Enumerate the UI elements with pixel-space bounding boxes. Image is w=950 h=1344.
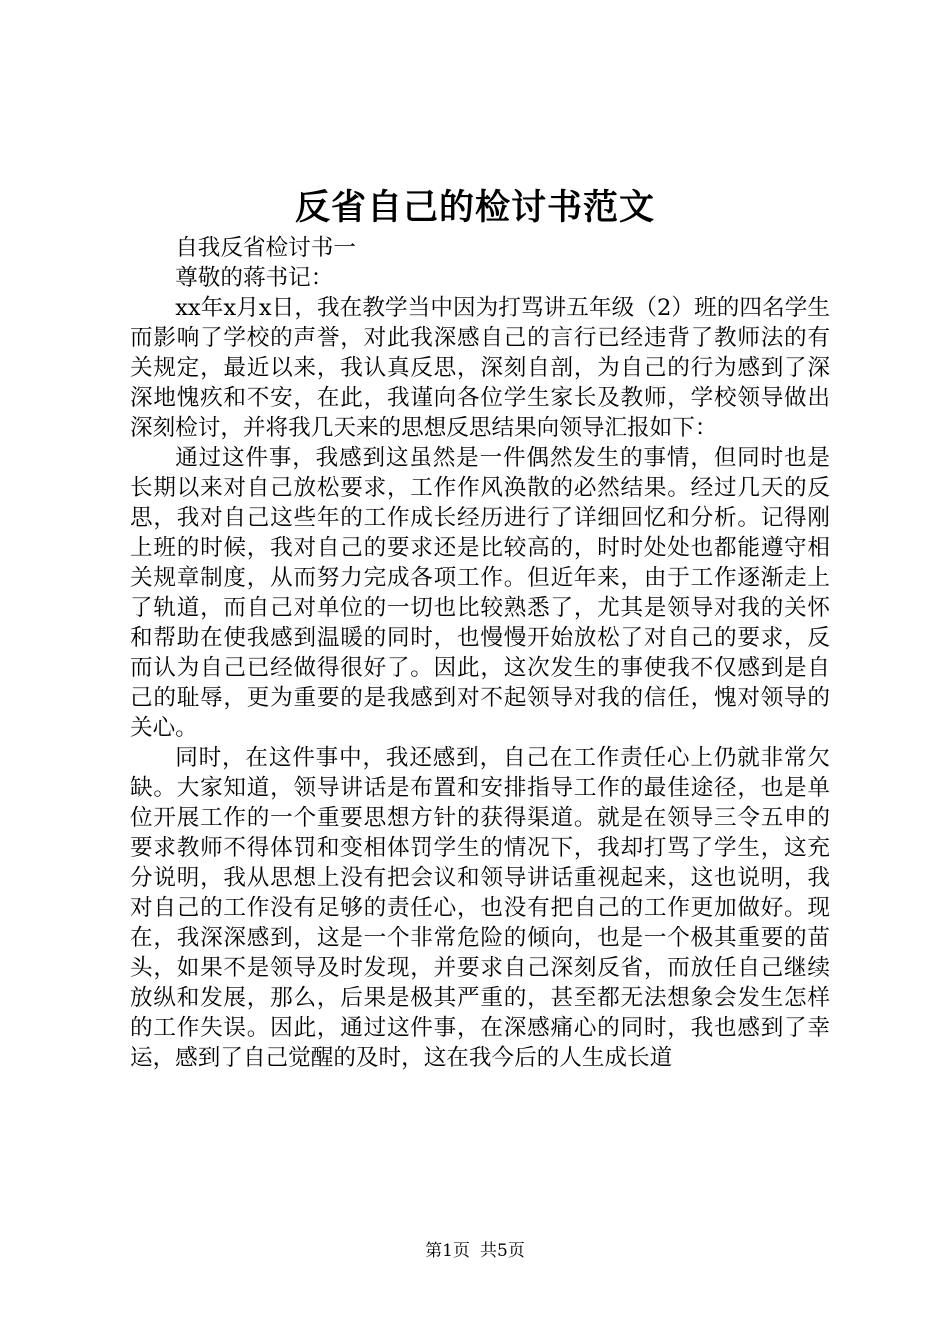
document-title: 反省自己的检讨书范文 [294,187,655,228]
paragraph-reflection: 通过这件事，我感到这虽然是一件偶然发生的事情，但同时也是长期以来对自己放松要求，工作作风涣散的必然结果。经过几天的反思，我对自己这些年的工作成长经历进行了详细回忆和分析。记得刚上班的时候，我对自己的要求还是比较高的，时时处处也都能遵守相关规章制度，从而努力完成各项工作。但近年来，由于工作逐渐走上了轨道，而自己对单位的一切也比较熟悉了，尤其是领导对我的关怀和帮助在使我感到温暖的同时，也慢慢开始放松了对自己的要求，反而认为自己已经做得很好了。因此，这次发生的事使我不仅感到是自己的耻辱，更为重要的是我感到对不起领导对我的信任，愧对领导的关心。 [130,445,830,741]
paragraph-responsibility: 同时，在这件事中，我还感到，自己在工作责任心上仍就非常欠缺。大家知道，领导讲话是布置和安排指导工作的最佳途径，也是单位开展工作的一个重要思想方针的获得渠道。就是在领导三令五申的要求教师不得体罚和变相体罚学生的情况下，我却打骂了学生，这充分说明，我从思想上没有把会议和领导讲话重视起来，这也说明，我对自己的工作没有足够的责任心，也没有把自己的工作更加做好。现在，我深深感到，这是一个非常危险的倾向，也是一个极其重要的苗头，如果不是领导及时发现，并要求自己深刻反省，而放任自己继续放纵和发展，那么，后果是极其严重的，甚至都无法想象会发生怎样的工作失误。因此，通过这件事，在深感痛心的同时，我也感到了幸运，感到了自己觉醒的及时，这在我今后的人生成长道 [130,745,830,1071]
page-number: 第1页 [425,1241,470,1261]
paragraph-salutation: 尊敬的蒋书记： [175,265,334,291]
paragraph-subtitle: 自我反省检讨书一 [175,235,356,261]
paragraph-intro: xx年x月x日，我在教学当中因为打骂讲五年级（2）班的四名学生而影响了学校的声誉，对此我深感自己的言行已经违背了教师法的有关规定，最近以来，我认真反思，深刻自剖，为自己的行为感到了深深地愧疚和不安，在此，我谨向各位学生家长及教师，学校领导做出深刻检讨，并将我几天来的思想反思结果向领导汇报如下： [130,295,830,441]
page-footer [0,1239,950,1263]
document-body [130,233,830,1073]
page-total: 共5页 [480,1241,525,1261]
